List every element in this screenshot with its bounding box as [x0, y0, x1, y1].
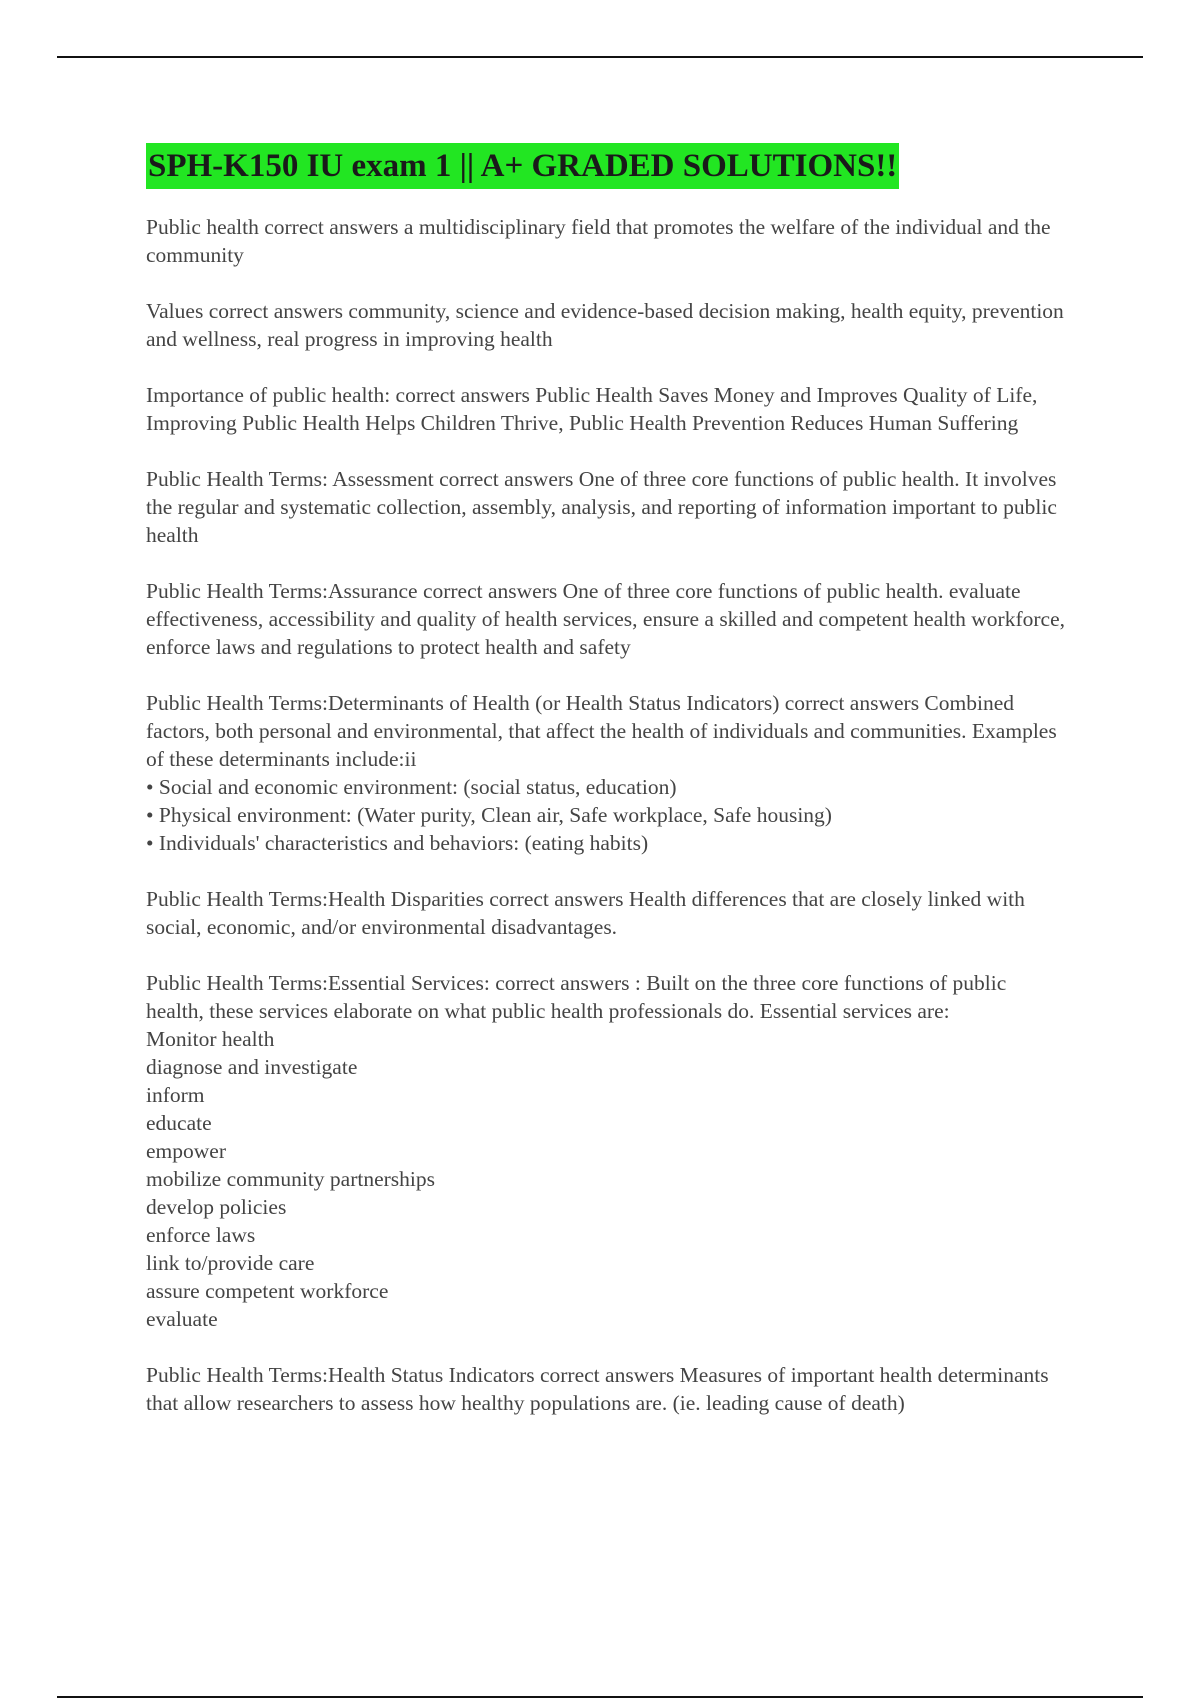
list-item: diagnose and investigate: [146, 1055, 358, 1079]
entry-text: Public Health Terms:Determinants of Health (or Health Status Indicators) correct answers Combined factors, both personal and environmental, that affect the health of individuals and communities. Examples of these determinants include:ii: [146, 691, 1057, 771]
entry-health-status-indicators: [146, 1361, 1066, 1417]
entry-text: Public Health Terms:Health Status Indicators correct answers Measures of important health determinants that allow researchers to assess how healthy populations are. (ie. leading cause of death): [146, 1363, 1049, 1415]
entry-text: Public Health Terms:Health Disparities correct answers Health differences that are closely linked with social, economic, and/or environmental disadvantages.: [146, 887, 1025, 939]
entry-text: Public Health Terms:Assurance correct answers One of three core functions of public health. evaluate effectiveness, accessibility and quality of health services, ensure a skilled and competent health workforce, enforce laws and regulations to protect health and safety: [146, 579, 1065, 659]
list-item: mobilize community partnerships: [146, 1167, 436, 1191]
list-item: empower: [146, 1139, 226, 1163]
entry-essential-services: [146, 969, 1066, 1333]
entry-text: Values correct answers community, science and evidence-based decision making, health equity, prevention and wellness, real progress in improving health: [146, 299, 1064, 351]
entry-assessment: [146, 465, 1066, 549]
entry-disparities: [146, 885, 1066, 941]
entry-assurance: [146, 577, 1066, 661]
document-body: [146, 143, 1066, 1445]
list-item: enforce laws: [146, 1223, 256, 1247]
list-item: • Physical environment: (Water purity, Clean air, Safe workplace, Safe housing): [146, 803, 832, 827]
entry-text: Public health correct answers a multidisciplinary field that promotes the welfare of the individual and the community: [146, 215, 1051, 267]
footer-rule: [57, 1696, 1143, 1698]
entry-text: Importance of public health: correct answers Public Health Saves Money and Improves Quality of Life, Improving Public Health Helps Children Thrive, Public Health Prevention Reduces Human Suffering: [146, 383, 1038, 435]
list-item: assure competent workforce: [146, 1279, 389, 1303]
entry-text: Public Health Terms: Assessment correct answers One of three core functions of public health. It involves the regular and systematic collection, assembly, analysis, and reporting of information important to public health: [146, 467, 1057, 547]
list-item: develop policies: [146, 1195, 287, 1219]
entry-values: [146, 297, 1066, 353]
entry-determinants: [146, 689, 1066, 857]
list-item: link to/provide care: [146, 1251, 315, 1275]
list-item: Monitor health: [146, 1027, 275, 1051]
document-title: SPH-K150 IU exam 1 || A+ GRADED SOLUTIONS!!: [146, 143, 899, 189]
entry-text: Public Health Terms:Essential Services: correct answers : Built on the three core functions of public health, these services elaborate on what public health professionals do. Essential services are:: [146, 971, 1007, 1023]
header-rule: [57, 56, 1143, 58]
list-item: • Individuals' characteristics and behaviors: (eating habits): [146, 831, 649, 855]
entry-public-health: [146, 213, 1066, 269]
list-item: educate: [146, 1111, 212, 1135]
list-item: evaluate: [146, 1307, 218, 1331]
list-item: • Social and economic environment: (social status, education): [146, 775, 677, 799]
entry-importance: [146, 381, 1066, 437]
list-item: inform: [146, 1083, 205, 1107]
